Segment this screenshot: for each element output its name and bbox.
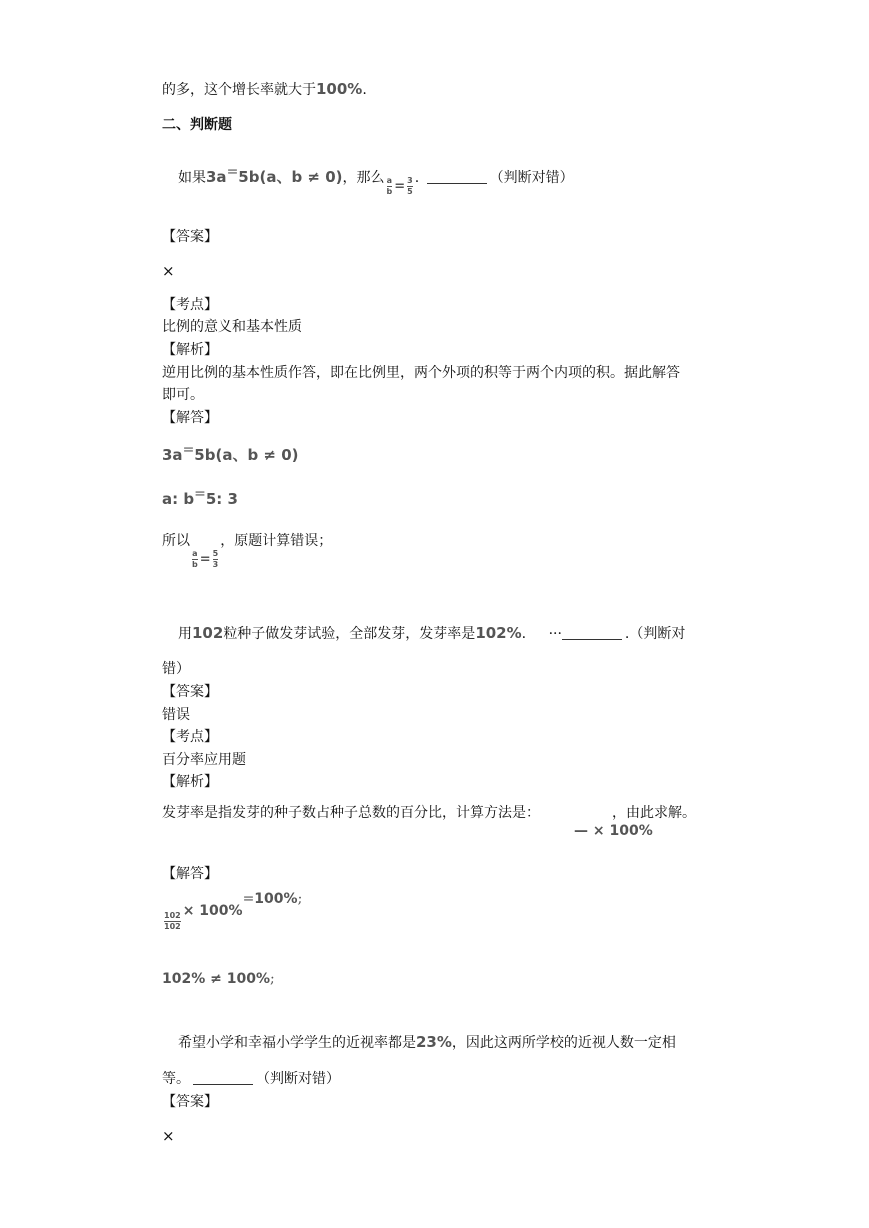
q2-kp: 百分率应用题 bbox=[162, 752, 246, 768]
q1-analysis-label: 【解析】 bbox=[162, 342, 218, 358]
q1-answer-label: 【答案】 bbox=[162, 229, 218, 245]
q1-frac-equals: = bbox=[394, 179, 406, 194]
q1-math-3a: 3a bbox=[206, 168, 227, 186]
q2-math-102-percent: 102% bbox=[475, 624, 522, 642]
sol-frac-ab bbox=[192, 549, 198, 570]
q1-analysis-1: 逆用比例的基本性质作答，即在比例里，两个外项的积等于两个内项的积。据此解答 bbox=[162, 365, 680, 381]
q1-kp: 比例的意义和基本性质 bbox=[162, 319, 302, 335]
q2-suffix: .（判断对 bbox=[624, 626, 686, 642]
q2-solution-1 bbox=[162, 891, 303, 932]
sol-equals-3: = bbox=[242, 891, 255, 907]
q1-answer: × bbox=[162, 262, 175, 280]
q1-prefix: 如果 bbox=[178, 170, 206, 186]
q1-solution-label: 【解答】 bbox=[162, 410, 218, 426]
q3-p2: ，因此这两所学校的近视人数一定相 bbox=[451, 1035, 676, 1051]
q2-analysis-math bbox=[574, 822, 653, 840]
q3-answer-label: 【答案】 bbox=[162, 1094, 218, 1110]
q3-p3: 等。 bbox=[162, 1071, 190, 1087]
q1-frac-35 bbox=[407, 176, 413, 197]
sol-frac-102 bbox=[164, 911, 181, 932]
q1-frac-ab bbox=[387, 176, 393, 197]
sol-sep: ; bbox=[297, 891, 303, 907]
q2-analysis-2: ，由此求解。 bbox=[612, 805, 696, 821]
frac-den: b bbox=[386, 187, 393, 196]
q3-math-23-percent: 23% bbox=[416, 1033, 452, 1051]
sol-5b: 5b(a、b ≠ 0) bbox=[194, 446, 299, 464]
frac-num: 3 bbox=[407, 176, 413, 185]
sol-conclusion: ，原题计算错误； bbox=[220, 533, 333, 549]
q1-analysis-2: 即可。 bbox=[162, 387, 204, 403]
q2-math-102: 102 bbox=[192, 624, 224, 642]
question-2: 用102粒种子做发芽试验，全部发芽，发芽率是102%. ··· .（判断对 bbox=[178, 624, 686, 642]
sol-neq: 102% ≠ 100% bbox=[162, 971, 270, 987]
question-3 bbox=[178, 1033, 676, 1052]
intro-line bbox=[162, 80, 367, 99]
intro-end: . bbox=[362, 82, 367, 98]
sol-frac-53 bbox=[213, 549, 219, 570]
frac-num: a bbox=[192, 549, 198, 558]
q1-mid: ，那么 bbox=[342, 170, 385, 186]
q3-answer-blank[interactable] bbox=[193, 1072, 253, 1085]
q1-suffix: （判断对错） bbox=[489, 170, 574, 186]
q3-p1: 希望小学和幸福小学学生的近视率都是 bbox=[178, 1035, 416, 1051]
q3-suffix: （判断对错） bbox=[256, 1071, 340, 1087]
q1-math-5b: 5b(a、b ≠ 0) bbox=[238, 168, 343, 186]
q1-kp-label: 【考点】 bbox=[162, 297, 218, 313]
intro-text: 的多，这个增长率就大于 bbox=[162, 82, 316, 98]
frac-num: 102 bbox=[164, 911, 181, 920]
q2-kp-label: 【考点】 bbox=[162, 729, 218, 745]
q2-answer-label: 【答案】 bbox=[162, 684, 218, 700]
frac-num: a bbox=[386, 176, 393, 185]
frac-den: 5 bbox=[407, 187, 413, 196]
q1-solution-3 bbox=[162, 532, 332, 570]
q2-analysis-label: 【解析】 bbox=[162, 774, 218, 790]
sol-so: 所以 bbox=[162, 533, 190, 549]
q2-p1: 用 bbox=[178, 626, 192, 642]
q2-p2: 粒种子做发芽试验，全部发芽，发芽率是 bbox=[223, 626, 476, 642]
q2-solution-2 bbox=[162, 970, 275, 988]
sol-3a: 3a bbox=[162, 446, 183, 464]
sol-53: 5: 3 bbox=[205, 490, 238, 508]
question-1: 如果3a=5b(a、b ≠ 0)，那么 $\frac{a}{b}$ = $\frac{3}{5}$ . （判断对错） bbox=[178, 164, 574, 196]
q2-dots: ··· bbox=[548, 626, 562, 642]
question-3-cont bbox=[162, 1070, 340, 1088]
q1-equals: = bbox=[226, 164, 239, 180]
q2-answer: 错误 bbox=[162, 707, 190, 723]
sol-times-100: × 100% bbox=[182, 903, 243, 919]
frac-den: 3 bbox=[212, 560, 219, 569]
frac-den: b bbox=[192, 560, 198, 569]
q1-answer-blank[interactable] bbox=[427, 171, 487, 184]
sol-equals-2: = bbox=[194, 486, 206, 502]
q2-answer-blank[interactable] bbox=[562, 627, 622, 640]
sol-frac-equals: = bbox=[199, 552, 211, 567]
q2-suffix-2: 错） bbox=[162, 661, 190, 677]
q3-answer: × bbox=[162, 1127, 175, 1145]
math-100-percent: 100% bbox=[316, 80, 363, 98]
q1-solution-2 bbox=[162, 486, 238, 509]
math-times-100: — × 100% bbox=[574, 823, 653, 839]
frac-num: 5 bbox=[212, 549, 219, 558]
q2-analysis-1: 发芽率是指发芽的种子数占种子总数的百分比，计算方法是： bbox=[162, 805, 540, 821]
section-title: 二、判断题 bbox=[162, 117, 232, 133]
sol-ab: a: b bbox=[162, 490, 195, 508]
sol-sep-2: ; bbox=[269, 971, 275, 987]
sol-100-percent: 100% bbox=[254, 891, 298, 907]
sol-equals: = bbox=[182, 442, 195, 458]
frac-den: 102 bbox=[164, 922, 181, 931]
q2-solution-label: 【解答】 bbox=[162, 866, 218, 882]
q2-analysis bbox=[162, 804, 696, 822]
q1-solution-1 bbox=[162, 442, 299, 465]
